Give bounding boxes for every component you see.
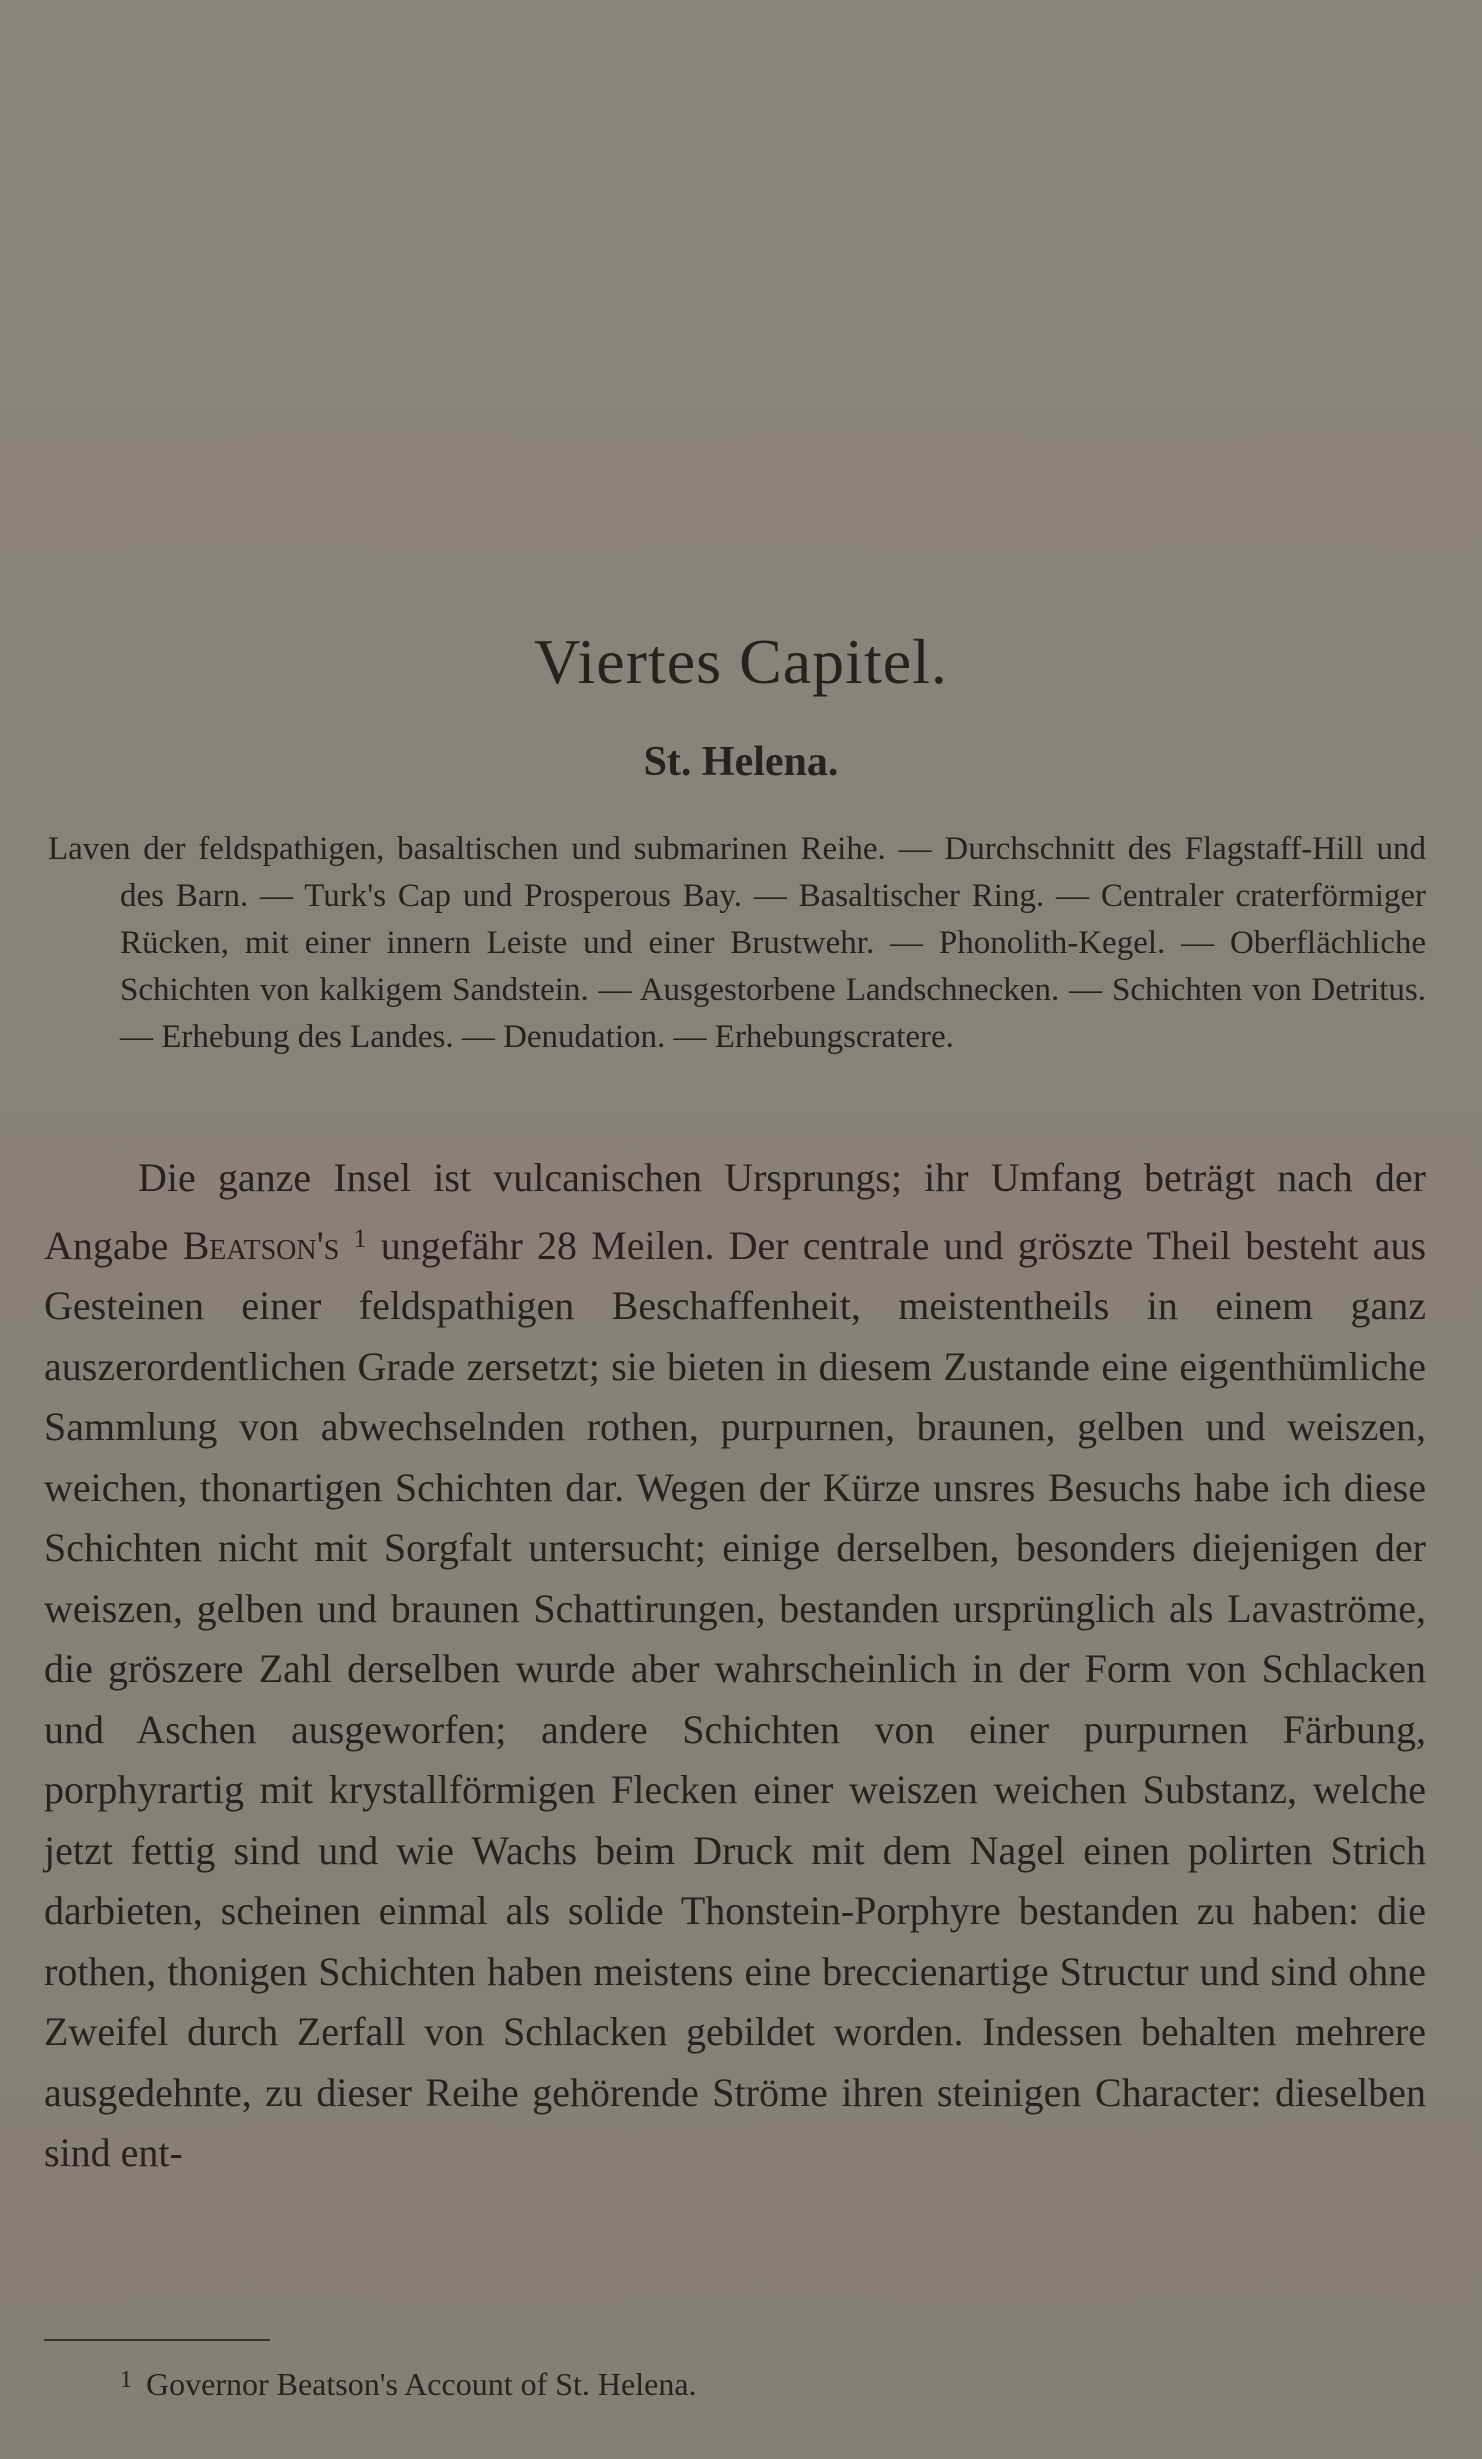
body-text-part2: ungefähr 28 Meilen. Der centrale und gröszte Theil besteht aus Gesteinen einer feldspathigen Beschaffenheit, meistentheils in einem ganz auszerordentlichen Grade zersetzt; sie bieten in diesem Zustande eine eigenthümliche Sammlung von abwechselnden rothen, purpurnen, braunen, gelben und weiszen, weichen, thonartigen Schichten dar. Wegen der Kürze unsres Besuchs habe ich diese Schichten nicht mit Sorgfalt untersucht; einige derselben, besonders diejenigen der weiszen, gelben und braunen Schattirungen, bestanden ursprünglich als Lavaströme, die gröszere Zahl derselben wurde aber wahrscheinlich in der Form von Schlacken und Aschen ausgeworfen; andere Schichten von einer purpurnen Färbung, porphyrartig mit krystallförmigen Flecken einer weiszen weichen Substanz, welche jetzt fettig sind und wie Wachs beim Druck mit dem Nagel einen polirten Strich darbieten, scheinen einmal als solide Thonstein-Porphyre bestanden zu haben: die rothen, thonigen Schichten haben meistens eine breccienartige Structur und sind ohne Zweifel durch Zerfall von Schlacken gebildet worden. Indessen behalten mehrere ausgedehnte, zu dieser Reihe gehörende Ströme ihren steinigen Character: dieselben sind ent-: [44, 1222, 1427, 2175]
body-text-part1: Die ganze Insel ist vulcanischen Ursprungs; ihr Umfang beträgt nach der Angabe: [44, 1155, 1426, 1268]
footnote-reference: 1: [353, 1223, 367, 1253]
footnote-mark: 1: [120, 2367, 132, 2393]
footnote-divider: [44, 2339, 270, 2341]
chapter-summary: [48, 826, 1426, 1061]
author-name: Beatson's: [182, 1222, 340, 1268]
footnote-text: Governor Beatson's Account of St. Helena.: [146, 2366, 697, 2402]
summary-text: Laven der feldspathigen, basaltischen und submarinen Reihe. — Durchschnitt des Flagstaff-Hill und des Barn. — Turk's Cap und Prosperous Bay. — Basaltischer Ring. — Centraler craterförmiger Rücken, mit einer innern Leiste und einer Brustwehr. — Phonolith-Kegel. — Oberflächliche Schichten von kalkigem Sandstein. — Ausgestorbene Landschnecken. — Schichten von Detritus. — Erhebung des Landes. — Denudation. — Erhebungscratere.: [48, 831, 1426, 1055]
chapter-subtitle: St. Helena.: [643, 739, 839, 785]
body-paragraph: [44, 1148, 1426, 2184]
chapter-title: Viertes Capitel.: [534, 626, 948, 697]
footnote: [120, 2366, 697, 2403]
